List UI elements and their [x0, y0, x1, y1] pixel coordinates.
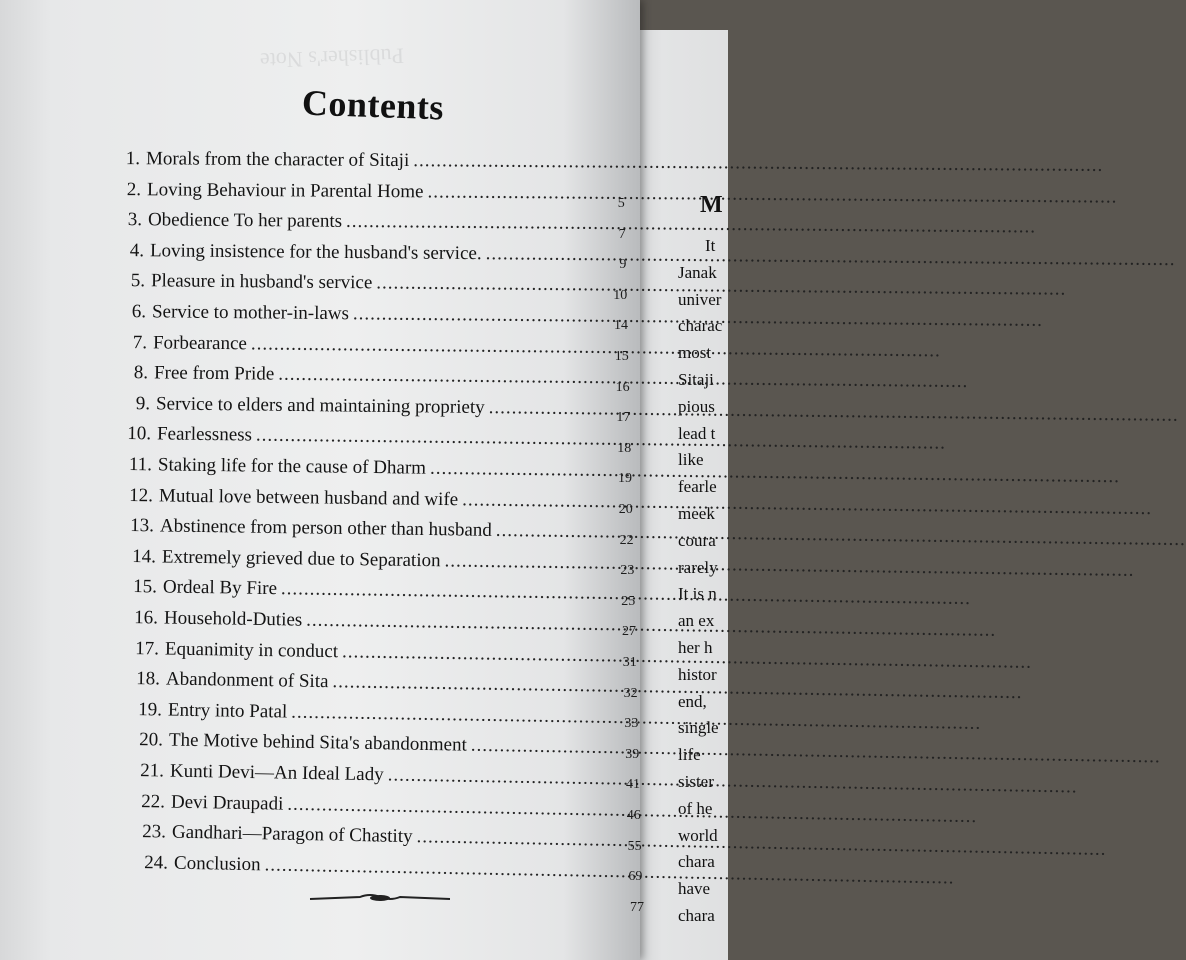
page-number: 31 — [622, 655, 637, 670]
page-number: 18 — [617, 440, 632, 456]
toc-entry — [132, 668, 556, 697]
dot-leader — [376, 273, 1066, 301]
facing-page-line: of he — [678, 798, 713, 818]
page-number: 25 — [621, 593, 636, 609]
facing-page-line: Sitaji — [678, 370, 714, 389]
toc-title: Morals from the character of Sitaji — [145, 148, 410, 172]
toc-title: Entry into Patal — [167, 699, 288, 723]
toc-title: Ordeal By Fire — [162, 576, 277, 600]
toc-title: Kunti Devi—An Ideal Lady — [169, 760, 384, 786]
toc-entry — [136, 760, 557, 789]
facing-page-line: her h — [678, 638, 713, 657]
dot-leader — [346, 211, 1036, 239]
toc-entry — [129, 576, 555, 604]
facing-page-line: histor — [678, 664, 717, 684]
toc-number: 18. — [136, 668, 161, 690]
toc-number: 24. — [143, 851, 168, 874]
toc-entry — [119, 332, 552, 358]
dot-leader — [488, 397, 1178, 427]
toc-number: 10. — [126, 423, 151, 445]
toc-entry — [115, 240, 554, 266]
page-number: 16 — [615, 379, 630, 395]
dot-leader — [353, 303, 1043, 332]
facing-page-line: rarely — [678, 557, 718, 577]
page-number: 77 — [630, 899, 644, 915]
toc-number: 20. — [138, 729, 163, 751]
facing-page-line: It is n — [678, 584, 717, 604]
toc-entry — [113, 179, 552, 204]
page-number: 69 — [628, 869, 643, 885]
facing-page-line: most — [678, 343, 712, 363]
toc-title: Staking life for the cause of Dharm — [157, 454, 427, 479]
page-number: 5 — [617, 196, 625, 211]
toc-number: 3. — [128, 209, 143, 231]
page-number: 10 — [613, 287, 628, 303]
toc-title: The Motive behind Sita's abandonment — [168, 729, 467, 757]
facing-page-line: meek — [678, 504, 715, 523]
page-number: 19 — [618, 471, 632, 487]
dot-leader — [413, 150, 1103, 177]
toc-title: Free from Pride — [154, 362, 275, 385]
toc-entry — [131, 638, 557, 667]
facing-page-line: lead t — [678, 423, 716, 443]
facing-page-line: single — [678, 718, 719, 738]
facing-page-line: world — [678, 825, 718, 845]
toc-title: Fearlessness — [156, 423, 252, 446]
toc-entry — [124, 454, 553, 481]
dot-leader — [387, 764, 1077, 798]
facing-page-line: univer — [678, 289, 722, 309]
toc-number: 7. — [132, 331, 148, 353]
facing-page-line: sister — [678, 772, 714, 791]
facing-page-line: end, — [678, 691, 707, 711]
facing-page-line: life — [678, 745, 701, 765]
page-number: 20 — [618, 502, 633, 517]
page-number: 33 — [624, 716, 639, 732]
toc-entry — [117, 270, 552, 296]
toc-entry — [130, 607, 556, 635]
toc-title: Conclusion — [173, 852, 261, 876]
toc-title: Abandonment of Sita — [166, 668, 330, 693]
toc-number: 5. — [130, 270, 145, 292]
page-number: 7 — [618, 226, 626, 242]
page-number: 46 — [626, 808, 641, 823]
toc-entry — [114, 209, 553, 235]
facing-page-line: chara — [678, 906, 715, 925]
toc-number: 12. — [129, 484, 154, 506]
dot-leader — [444, 550, 1134, 582]
toc-entry — [135, 729, 557, 758]
facing-page-line: have — [678, 879, 711, 899]
show-through-text: Publisher's Note — [259, 43, 405, 74]
facing-page-line: Janak — [678, 262, 717, 282]
toc-number: 8. — [134, 362, 149, 384]
page-title: Contents — [301, 82, 445, 128]
toc-entry — [127, 546, 556, 574]
page-number: 27 — [622, 624, 636, 640]
toc-title: Devi Draupadi — [171, 791, 284, 815]
toc-entry — [137, 791, 557, 821]
toc-number: 14. — [131, 545, 156, 568]
toc-entry — [121, 393, 554, 420]
toc-title: Loving Behaviour in Parental Home — [147, 178, 424, 202]
toc-number: 21. — [140, 760, 165, 782]
toc-number: 11. — [128, 454, 153, 476]
dot-leader — [342, 641, 1032, 674]
facing-page-line: It — [705, 236, 716, 255]
facing-page-line: fearle — [678, 477, 717, 497]
dot-leader — [496, 520, 1186, 551]
page-number: 17 — [616, 410, 631, 426]
toc-title: Service to elders and maintaining propriety — [155, 393, 485, 418]
toc-number: 19. — [137, 698, 162, 721]
page-number: 41 — [626, 777, 640, 793]
toc-title: Household-Duties — [163, 607, 303, 631]
facing-page-line: charac — [678, 316, 723, 336]
toc-number: 9. — [135, 392, 150, 415]
facing-page-line: an ex — [678, 611, 715, 631]
toc-entry — [125, 485, 554, 512]
toc-number: 13. — [130, 515, 155, 537]
facing-page-line: like — [678, 450, 704, 470]
facing-page-line: coura — [678, 530, 716, 550]
toc-number: 15. — [132, 576, 157, 598]
page-number: 22 — [619, 532, 634, 548]
facing-page-line: pious — [678, 396, 715, 416]
page-number: 15 — [614, 349, 629, 364]
dot-leader — [485, 243, 1175, 271]
dot-leader — [470, 735, 1160, 769]
dot-leader — [417, 826, 1107, 861]
toc-number: 17. — [135, 637, 160, 660]
toc-entry — [118, 301, 552, 327]
toc-title: Equanimity in conduct — [165, 638, 339, 662]
toc-number: 1. — [125, 148, 141, 170]
dot-leader — [428, 181, 1118, 208]
toc-title: Obedience To her parents — [148, 209, 343, 233]
dot-leader — [256, 425, 946, 455]
dot-leader — [462, 489, 1152, 520]
toc-title: Mutual love between husband and wife — [159, 485, 459, 510]
page-number: 32 — [623, 685, 638, 701]
toc-title: Extremely grieved due to Separation — [161, 546, 441, 572]
toc-title: Gandhari—Paragon of Chastity — [172, 821, 414, 848]
toc-title: Loving insistence for the husband's service. — [149, 240, 482, 264]
ornament-divider — [310, 888, 450, 908]
toc-entry — [123, 423, 553, 450]
toc-title: Pleasure in husband's service — [150, 270, 373, 294]
facing-page-heading: M — [700, 192, 723, 218]
dot-leader — [264, 854, 954, 889]
page-number: 23 — [620, 563, 635, 579]
facing-page-line: chara — [678, 852, 715, 872]
dot-leader — [430, 458, 1120, 488]
toc-entry — [133, 699, 557, 728]
toc-title: Abstinence from person other than husband — [160, 515, 493, 542]
toc-entry — [120, 362, 553, 389]
page-number: 9 — [619, 257, 627, 273]
toc-number: 16. — [134, 607, 159, 629]
page-number: 39 — [625, 746, 640, 762]
toc-number: 6. — [131, 301, 147, 323]
toc-number: 22. — [141, 790, 166, 813]
toc-number: 2. — [126, 178, 142, 200]
toc-number: 23. — [142, 821, 167, 843]
toc-title: Forbearance — [153, 331, 248, 354]
toc-entry — [112, 148, 552, 173]
dot-leader — [251, 333, 941, 362]
page-number: 55 — [627, 838, 642, 854]
toc-title: Service to mother-in-laws — [151, 301, 350, 325]
toc-entry — [138, 821, 558, 851]
toc-entry — [126, 515, 553, 543]
toc-number: 4. — [129, 239, 144, 262]
toc-entry — [139, 852, 559, 882]
page-number: 14 — [614, 318, 628, 334]
